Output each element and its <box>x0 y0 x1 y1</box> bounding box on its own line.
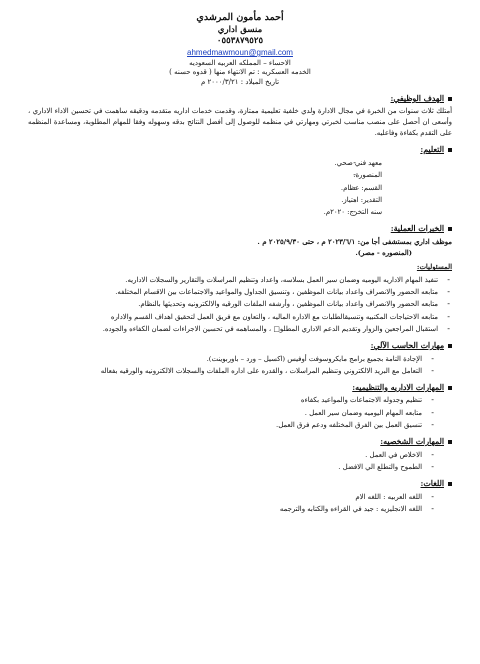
square-bullet-icon <box>448 344 452 348</box>
list-item: - سنه التخرج: ٢٠٢٠م. <box>28 208 452 217</box>
list-item: - الإجادة التامة بجميع برامج مايكروسوفت أوفيس (اكسيل – ورد – باوربوينت). <box>28 355 452 364</box>
square-bullet-icon <box>448 440 452 444</box>
admin-skills-list <box>28 396 452 430</box>
list-item: - اللغه الانجليزيه : جيد في القراءه والكتابه والترجمه <box>28 505 452 514</box>
square-bullet-icon <box>448 227 452 231</box>
list-item: - تنظيم وجدوله الاجتماعات والمواعيد بكفاءه <box>28 396 452 405</box>
admin-skills-section <box>28 383 452 430</box>
list-item: - المنصورة. <box>28 171 452 180</box>
objective-text: أمتلك ثلاث سنوات من الخبرة في مجال الادارة ولدي خلفية تعليمية ممتازة، وقدمت خدمات اداريه متقدمه ودقيقه ساهمت في تحسين الاداء الاداري ، وأسعى ان أحصل على منصب مناسب لخبرتي ومهارتي في منظمه للوصول إلى أفضل النتائج بدقه وسهوله وفقا للمهام المطلوبة، ومساعدة المنظمه على التقدم بكفاءة وفاعليه. <box>28 107 452 137</box>
list-item: - التقدير: امتياز. <box>28 196 452 205</box>
list-item: - التعامل مع البريد الالكتروني وتنظيم المراسلات ، والقدره على اداره الملفات والسجلات الالكترونيه والورقيه بفعاله <box>28 367 452 376</box>
computer-skills-title: مهارات الحاسب الآلي: <box>370 341 444 351</box>
education-title: التعليم: <box>420 145 444 155</box>
admin-skills-heading <box>28 383 452 393</box>
languages-list <box>28 493 452 514</box>
experience-heading <box>28 224 452 234</box>
candidate-name: أحمد مأمون المرشدي <box>196 12 284 23</box>
list-item: - اللغه العربيه : اللغه الام <box>28 493 452 502</box>
personal-skills-list <box>28 451 452 472</box>
responsibilities-list <box>28 276 452 334</box>
languages-heading <box>28 479 452 489</box>
objective-heading <box>28 94 452 104</box>
birth-line: تاريخ الميلاد : ٢٠٠٠/٣/٢١ م <box>200 77 280 86</box>
square-bullet-icon <box>448 97 452 101</box>
list-item: - تنسيق العمل بين الفرق المختلفه ودعم فرق العمل. <box>28 421 452 430</box>
list-item: - الطموح والتطلع الي الافضل . <box>28 463 452 472</box>
computer-skills-heading <box>28 341 452 351</box>
languages-title: اللغات: <box>420 478 444 488</box>
education-section <box>28 145 452 217</box>
square-bullet-icon <box>448 482 452 486</box>
military-line: الخدمه العسكريه : تم الانتهاء منها ( قدوه حسنه ) <box>169 68 311 77</box>
personal-skills-title: المهارات الشخصيه: <box>380 437 444 447</box>
list-item: - الاخلاص في العمل . <box>28 451 452 460</box>
list-item: - تنفيذ المهام الاداريه اليوميه وضمان سير العمل بسلاسه، واعداد وتنظيم المراسلات والتقارير والسجلات الاداريه. <box>28 276 452 285</box>
phone-number: ٠٥٥٣٨٧٩٥٢٥ <box>216 36 264 47</box>
computer-skills-list <box>28 355 452 376</box>
list-item: - متابعه الحضور والانصراف واعداد بيانات الموظفين ، وأرشفه الملفات الورقيه والالكترونيه وتحديثها بالنظام. <box>28 300 452 309</box>
list-item: - استقبال المراجعين والزوار وتقديم الدعم الاداري المطلو□ ، والمساهمه في تحسين الاجراءات لضمان الكفاءه والجوده. <box>28 325 452 334</box>
objective-section <box>28 94 452 138</box>
admin-skills-title: المهارات الاداريه والتنظيميه: <box>352 382 444 392</box>
list-item: - متابعه الحضور والانصراف واعداد بيانات الموظفين ، وتنسيق الجداول والمواعيد والاجتماعات بين الاقسام المختلفه. <box>28 288 452 297</box>
square-bullet-icon <box>448 386 452 390</box>
experience-section <box>28 224 452 334</box>
job-title-line: موظف اداري بمستشفى أجا من: ٢٠٢٣/٦/١ م ، حتى ٢٠٢٥/٩/٣٠ م . <box>257 238 452 247</box>
objective-title: الهدف الوظيفي: <box>390 94 444 104</box>
personal-skills-heading <box>28 437 452 447</box>
list-item: - معهد فني صحي. <box>28 159 452 168</box>
experience-title: الخبرات العملية: <box>390 224 444 234</box>
cv-header <box>28 12 452 87</box>
square-bullet-icon <box>448 148 452 152</box>
computer-skills-section <box>28 341 452 376</box>
personal-skills-section <box>28 437 452 472</box>
responsibilities-heading: المسئوليات: <box>416 263 452 272</box>
education-list <box>28 159 452 217</box>
list-item: - متابعه الاحتياجات المكتبيه وتنسيقالطلبات مع الاداره الماليه ، والتعاون مع فريق العمل لتحقيق اهداف القسم والاداره <box>28 313 452 322</box>
list-item: - القسم: عظام. <box>28 184 452 193</box>
education-heading <box>28 145 452 155</box>
job-location: (المنصوره - مصر). <box>355 249 412 258</box>
list-item: - متابعه المهام اليوميه وضمان سير العمل . <box>28 409 452 418</box>
email-link[interactable]: ahmedmawmoun@gmail.com <box>187 48 293 57</box>
languages-section <box>28 479 452 514</box>
candidate-title: منسق اداري <box>217 24 263 35</box>
location-line: الاحساء – المملكه العربيه السعوديه <box>189 58 291 67</box>
